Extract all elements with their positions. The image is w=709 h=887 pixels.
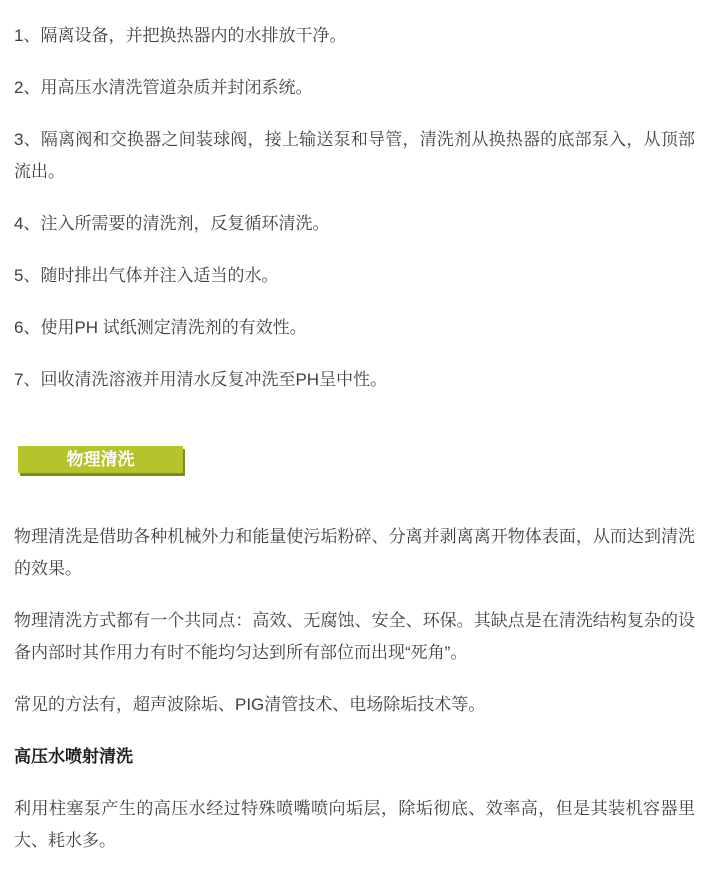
intro-paragraph-2: 物理清洗方式都有一个共同点：高效、无腐蚀、安全、环保。其缺点是在清洗结构复杂的设备内部时其作用力有时不能均匀达到所有部位而出现“死角”。	[14, 611, 695, 662]
subsection-body: 利用柱塞泵产生的高压水经过特殊喷嘴喷向垢层，除垢彻底、效率高，但是其装机容器里大、耗水多。	[14, 799, 695, 850]
step-item-7: 7、回收清洗溶液并用清水反复冲洗至PH呈中性。	[14, 370, 388, 389]
step-item-1: 1、隔离设备，并把换热器内的水排放干净。	[14, 26, 347, 45]
intro-paragraph-3: 常见的方法有，超声波除垢、PIG清管技术、电场除垢技术等。	[14, 695, 486, 714]
subsection-heading: 高压水喷射清洗	[14, 747, 133, 766]
step-item-4: 4、注入所需要的清洗剂，反复循环清洗。	[14, 214, 330, 233]
step-item-2: 2、用高压水清洗管道杂质并封闭系统。	[14, 78, 313, 97]
step-item-6: 6、使用PH 试纸测定清洗剂的有效性。	[14, 318, 307, 337]
section-badge-physical-cleaning: 物理清洗	[18, 446, 183, 473]
intro-paragraph-1: 物理清洗是借助各种机械外力和能量使污垢粉碎、分离并剥离离开物体表面，从而达到清洗的效果。	[14, 527, 695, 578]
section-badge-row	[18, 446, 695, 473]
step-item-5: 5、随时排出气体并注入适当的水。	[14, 266, 279, 285]
step-item-3: 3、隔离阀和交换器之间装球阀，接上输送泵和导管，清洗剂从换热器的底部泵入，从顶部流出。	[14, 130, 695, 181]
